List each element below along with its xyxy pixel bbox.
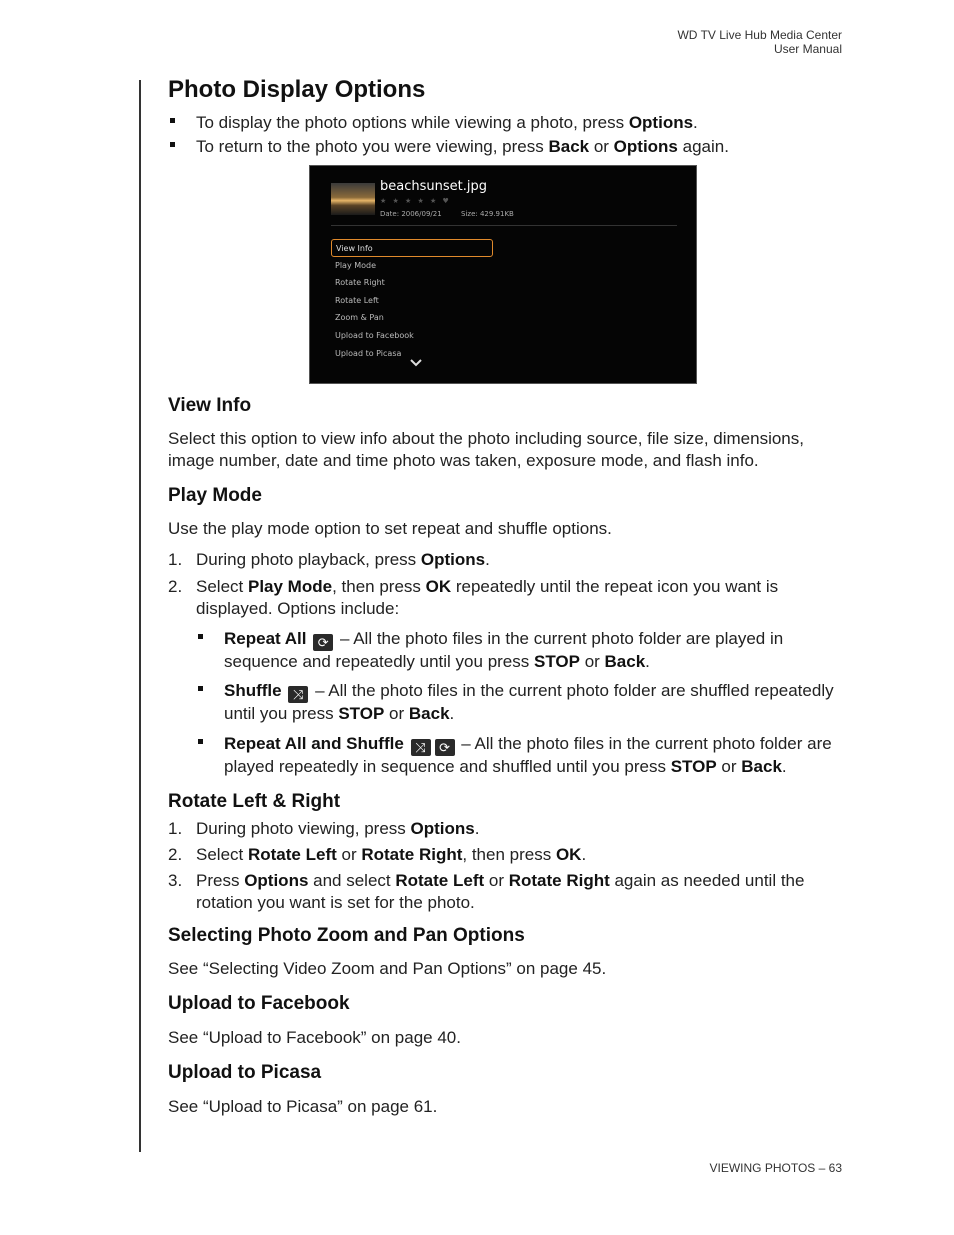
shuffle-icon: ⤨ bbox=[411, 739, 431, 756]
options-screenshot bbox=[309, 165, 697, 384]
heading-facebook: Upload to Facebook bbox=[168, 993, 350, 1014]
heading-zoom-pan: Selecting Photo Zoom and Pan Options bbox=[168, 925, 525, 946]
footer-section: VIEWING PHOTOS bbox=[709, 1161, 816, 1175]
menu-item-play-mode[interactable]: Play Mode bbox=[335, 260, 377, 270]
heading-picasa: Upload to Picasa bbox=[168, 1062, 322, 1083]
page-content bbox=[168, 76, 844, 1118]
facebook-text: See “Upload to Facebook” on page 40. bbox=[168, 1028, 461, 1047]
options-menu bbox=[331, 239, 493, 362]
repeat-icon: ⟳ bbox=[435, 739, 455, 756]
header-product: WD TV Live Hub Media Center bbox=[677, 28, 842, 42]
menu-item-upload-picasa[interactable]: Upload to Picasa bbox=[335, 348, 402, 358]
menu-item-upload-facebook[interactable]: Upload to Facebook bbox=[335, 330, 414, 340]
repeat-icon: ⟳ bbox=[313, 634, 333, 651]
menu-item-rotate-left[interactable]: Rotate Left bbox=[335, 295, 379, 305]
menu-item-rotate-right[interactable]: Rotate Right bbox=[335, 278, 385, 288]
chevron-down-icon[interactable] bbox=[410, 356, 422, 370]
play-mode-intro: Use the play mode option to set repeat and shuffle options. bbox=[168, 519, 612, 538]
rotate-step-2: 2. Select Rotate Left or Rotate Right, then press OK. bbox=[168, 845, 587, 864]
menu-item-zoom-pan[interactable]: Zoom & Pan bbox=[335, 313, 384, 323]
view-info-text: Select this option to view info about the photo including source, file size, dimensions, image number, date and time photo was taken, exposure mode, and flash info. bbox=[168, 429, 804, 470]
picasa-text: See “Upload to Picasa” on page 61. bbox=[168, 1097, 438, 1116]
page-footer bbox=[710, 1161, 843, 1175]
margin-rule bbox=[139, 80, 141, 1152]
photo-thumbnail bbox=[331, 183, 375, 215]
rotate-step-3: 3. Press Options and select Rotate Left or Rotate Right again as needed until the rotation you want is set for the photo. bbox=[168, 871, 805, 912]
bullet-display-options: To display the photo options while viewing a photo, press Options. bbox=[168, 112, 844, 134]
option-repeat-shuffle: Repeat All and Shuffle ⤨ ⟳ – All the photo files in the current photo folder are played repeatedly in sequence and shuffled until you press STOP or Back. bbox=[168, 733, 844, 778]
screen-divider bbox=[331, 225, 677, 226]
bullet-return-photo: To return to the photo you were viewing, press Back or Options again. bbox=[168, 136, 844, 158]
heading-play-mode: Play Mode bbox=[168, 485, 262, 506]
play-step-2: 2. Select Play Mode, then press OK repeatedly until the repeat icon you want is displayed. Options include: bbox=[168, 577, 779, 618]
menu-item-view-info[interactable]: View Info bbox=[331, 239, 493, 257]
footer-page-number: – 63 bbox=[815, 1161, 842, 1175]
option-shuffle: Shuffle ⤨ – All the photo files in the current photo folder are shuffled repeatedly until you press STOP or Back. bbox=[168, 680, 844, 725]
heading-rotate: Rotate Left & Right bbox=[168, 791, 341, 812]
option-repeat-all: Repeat All ⟳ – All the photo files in the current photo folder are played in sequence and repeatedly until you press STOP or Back. bbox=[168, 628, 844, 673]
photo-size: Size: 429.91KB bbox=[461, 210, 514, 218]
rotate-step-1: 1. During photo viewing, press Options. bbox=[168, 819, 480, 838]
rating-stars: ★ ★ ★ ★ ★ ♥ bbox=[380, 197, 451, 205]
header-doc-type: User Manual bbox=[773, 42, 842, 56]
photo-filename: beachsunset.jpg bbox=[380, 179, 487, 194]
running-header bbox=[677, 28, 842, 56]
heading-view-info: View Info bbox=[168, 395, 252, 416]
zoom-pan-text: See “Selecting Video Zoom and Pan Options” on page 45. bbox=[168, 959, 607, 978]
page-title: Photo Display Options bbox=[168, 76, 426, 103]
play-step-1: 1. During photo playback, press Options. bbox=[168, 550, 490, 569]
photo-date: Date: 2006/09/21 bbox=[380, 210, 442, 218]
shuffle-icon: ⤨ bbox=[288, 686, 308, 703]
